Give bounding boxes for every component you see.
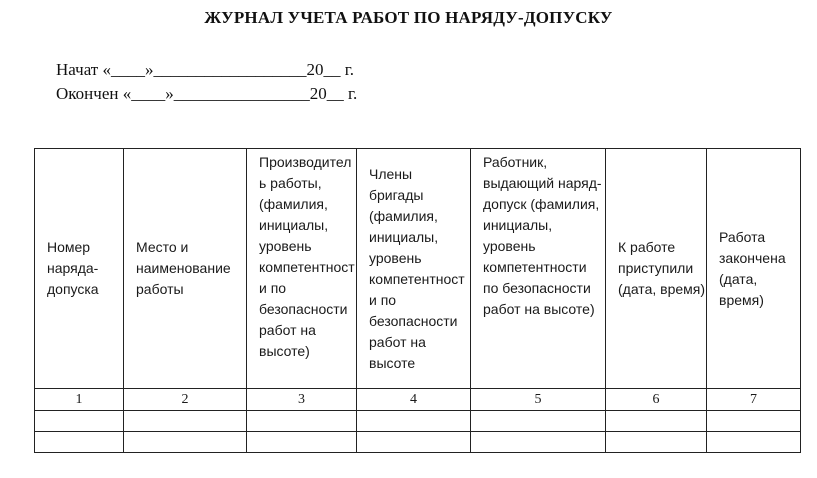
column-number-row	[35, 389, 801, 411]
empty-cell	[357, 411, 471, 432]
column-number: 7	[707, 389, 801, 411]
empty-cell	[35, 432, 124, 453]
empty-cell	[471, 432, 606, 453]
header-cell-started: К работе приступили (дата, время)	[606, 149, 707, 389]
header-cell-team-members: Члены бригады (фамилия, инициалы, уровень компетентности по безопасности работ на высоте	[357, 149, 471, 389]
empty-cell	[357, 432, 471, 453]
column-number: 6	[606, 389, 707, 411]
empty-cell	[606, 432, 707, 453]
header-row	[35, 149, 801, 389]
column-number: 2	[124, 389, 247, 411]
empty-cell	[247, 432, 357, 453]
header-cell-work-manager: Производитель работы, (фамилия, инициалы, уровень компетентности по безопасности работ на высоте)	[247, 149, 357, 389]
header-cell-order-number: Номер наряда-допуска	[35, 149, 124, 389]
column-number: 1	[35, 389, 124, 411]
date-lines	[56, 58, 357, 106]
empty-cell	[124, 432, 247, 453]
column-number: 4	[357, 389, 471, 411]
empty-row	[35, 432, 801, 453]
started-date-line: Начат «____»__________________20__ г.	[56, 60, 355, 79]
column-number: 3	[247, 389, 357, 411]
journal-table	[34, 148, 801, 453]
empty-row	[35, 411, 801, 432]
empty-cell	[707, 411, 801, 432]
empty-cell	[124, 411, 247, 432]
document-title: ЖУРНАЛ УЧЕТА РАБОТ ПО НАРЯДУ-ДОПУСКУ	[204, 8, 613, 27]
column-number: 5	[471, 389, 606, 411]
header-cell-finished: Работа закончена (дата, время)	[707, 149, 801, 389]
empty-cell	[35, 411, 124, 432]
header-cell-issuer: Работник, выдающий наряд-допуск (фамилия, инициалы, уровень компетентности по безопасности работ на высоте)	[471, 149, 606, 389]
finished-date-line: Окончен «____»________________20__ г.	[56, 84, 358, 103]
empty-cell	[471, 411, 606, 432]
empty-cell	[606, 411, 707, 432]
header-cell-work-place: Место и наименование работы	[124, 149, 247, 389]
empty-cell	[247, 411, 357, 432]
empty-cell	[707, 432, 801, 453]
